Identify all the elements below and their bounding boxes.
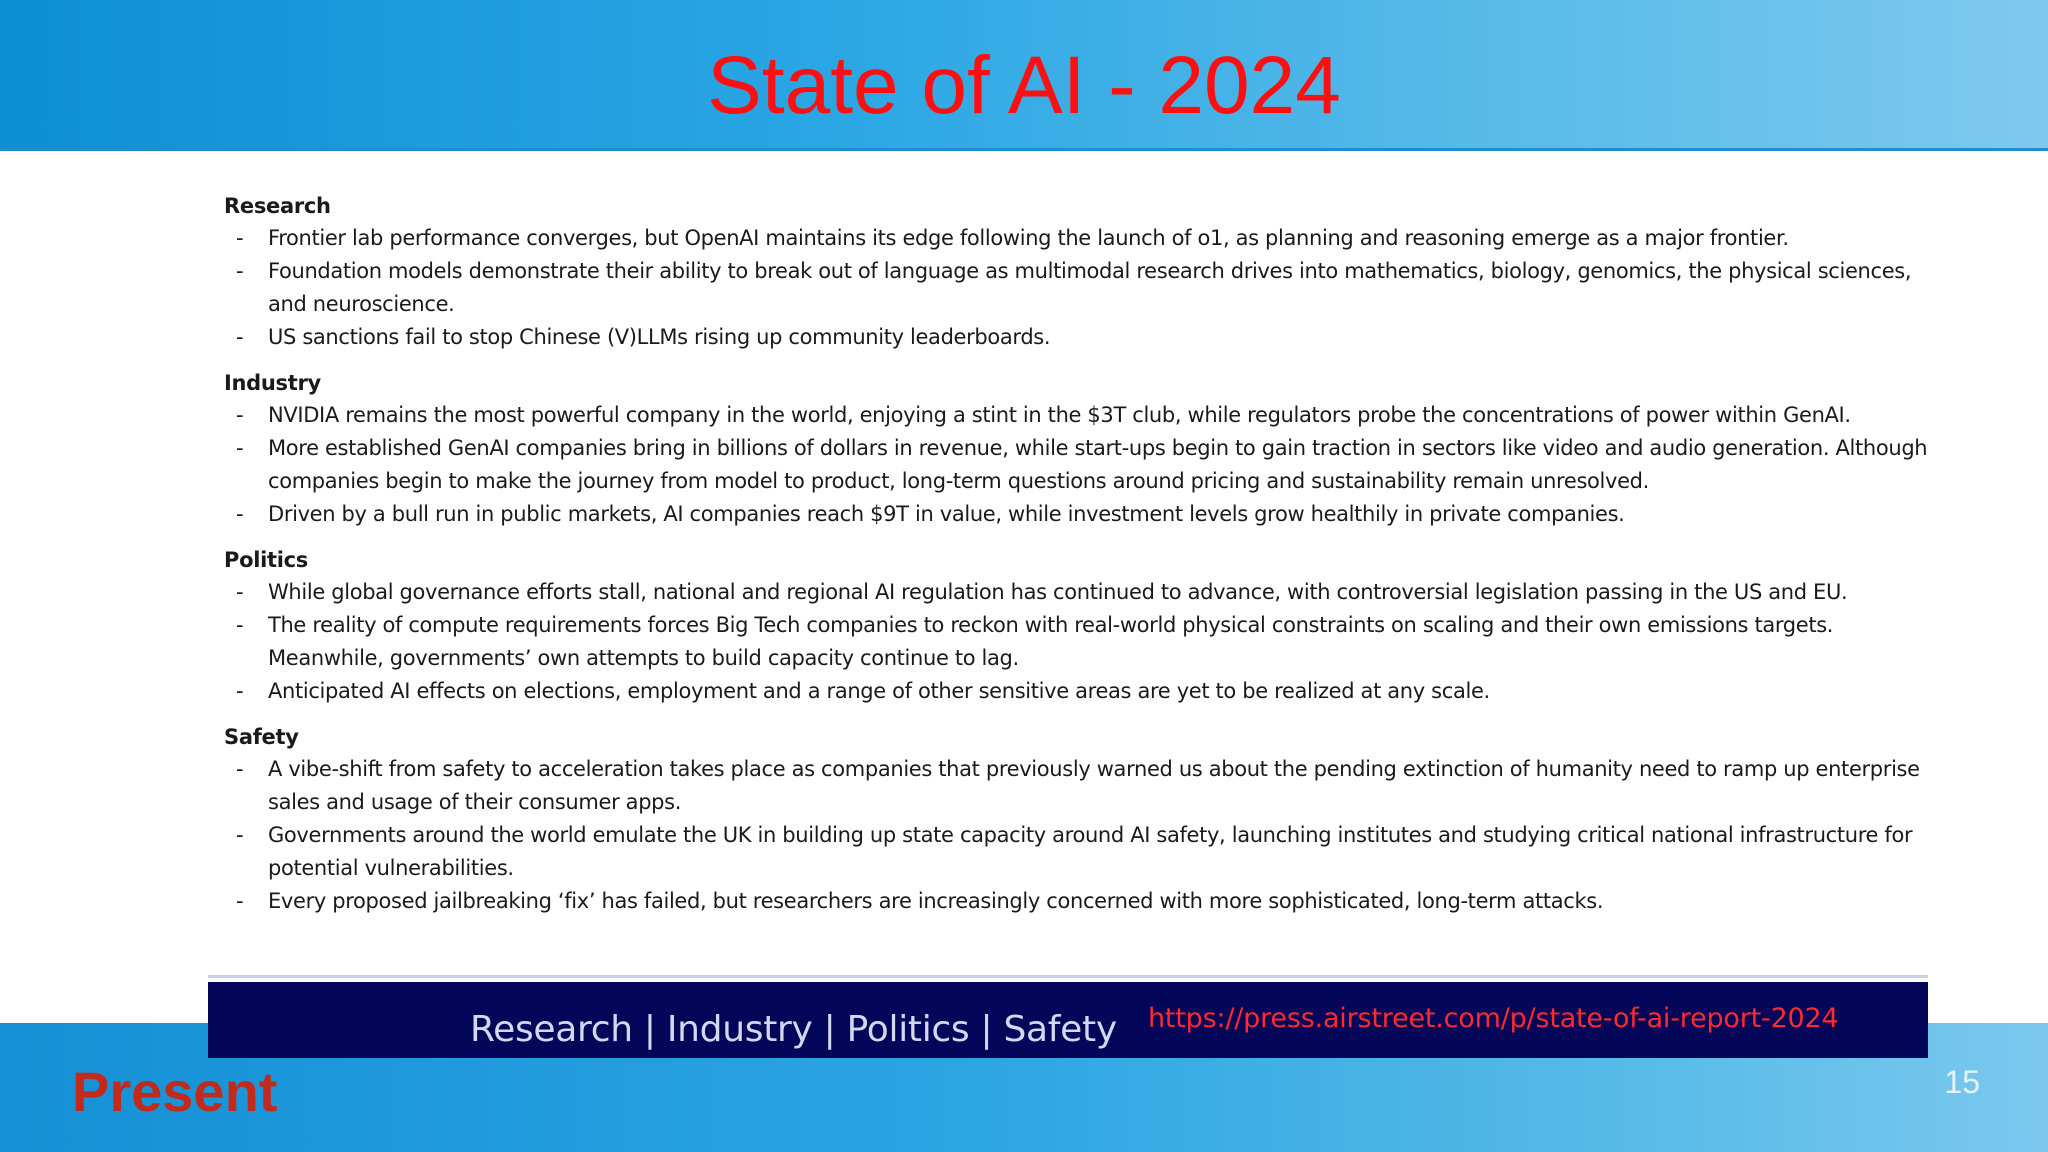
bullet-text: Every proposed jailbreaking ‘fix’ has failed, but researchers are increasingly concerned with more sophisticated, long-term attacks. [268,889,1604,913]
section-heading: Politics [224,548,308,572]
bullet-item [224,885,1944,918]
bullet-list [224,222,1944,354]
bullet-text: Foundation models demonstrate their ability to break out of language as multimodal research drives into mathematics, biology, genomics, the physical sciences, and neuroscience. [268,259,1912,316]
section-research [224,190,1944,354]
report-banner [208,982,1928,1058]
report-link[interactable]: https://press.airstreet.com/p/state-of-ai-report-2024 [1148,1003,1839,1034]
dash-marker: - [236,502,244,526]
bullet-text: While global governance efforts stall, national and regional AI regulation has continued to advance, with controversial legislation passing in the US and EU. [268,580,1848,604]
section-heading: Research [224,194,331,218]
divider-line [208,975,1928,978]
bullet-list [224,576,1944,708]
dash-marker: - [236,226,244,250]
dash-marker: - [236,613,244,637]
bullet-item [224,321,1944,354]
summary-content [224,190,1944,931]
bullet-text: The reality of compute requirements forces Big Tech companies to reckon with real-world physical constraints on scaling and their own emissions targets. Meanwhile, governments’ own attempts to build capacity continue to lag. [268,613,1834,670]
banner-section-list: Research | Industry | Politics | Safety [470,1009,1117,1050]
bullet-item [224,498,1944,531]
bullet-text: More established GenAI companies bring in billions of dollars in revenue, while start-ups begin to gain traction in sectors like video and audio generation. Although companies begin to make the journey from model to product, long-term questions around pricing and sustainability remain unresolved. [268,436,1928,493]
bullet-item [224,399,1944,432]
bullet-text: Governments around the world emulate the UK in building up state capacity around AI safety, launching institutes and studying critical national infrastructure for potential vulnerabilities. [268,823,1913,880]
page-number: 15 [1944,1064,1980,1100]
dash-marker: - [236,580,244,604]
footer-label: Present [72,1060,278,1123]
bullet-text: NVIDIA remains the most powerful company in the world, enjoying a stint in the $3T club, while regulators probe the concentrations of power within GenAI. [268,403,1851,427]
dash-marker: - [236,436,244,460]
bullet-item [224,576,1944,609]
dash-marker: - [236,259,244,283]
section-heading: Industry [224,371,321,395]
bullet-item [224,222,1944,255]
bullet-text: Frontier lab performance converges, but OpenAI maintains its edge following the launch of o1, as planning and reasoning emerge as a major frontier. [268,226,1789,250]
bullet-item [224,819,1944,885]
bullet-list [224,399,1944,531]
section-industry [224,367,1944,531]
dash-marker: - [236,889,244,913]
bullet-item [224,753,1944,819]
bullet-item [224,432,1944,498]
dash-marker: - [236,325,244,349]
dash-marker: - [236,757,244,781]
bullet-list [224,753,1944,918]
section-heading: Safety [224,725,299,749]
section-politics [224,544,1944,708]
bullet-text: Driven by a bull run in public markets, AI companies reach $9T in value, while investment levels grow healthily in private companies. [268,502,1625,526]
slide-title: State of AI - 2024 [707,40,1341,131]
bullet-text: Anticipated AI effects on elections, employment and a range of other sensitive areas are yet to be realized at any scale. [268,679,1490,703]
dash-marker: - [236,403,244,427]
bullet-text: A vibe-shift from safety to acceleration takes place as companies that previously warned us about the pending extinction of humanity need to ramp up enterprise sales and usage of their consumer apps. [268,757,1920,814]
bullet-text: US sanctions fail to stop Chinese (V)LLMs rising up community leaderboards. [268,325,1051,349]
dash-marker: - [236,679,244,703]
bullet-item [224,255,1944,321]
bullet-item [224,675,1944,708]
bullet-item [224,609,1944,675]
section-safety [224,721,1944,918]
dash-marker: - [236,823,244,847]
